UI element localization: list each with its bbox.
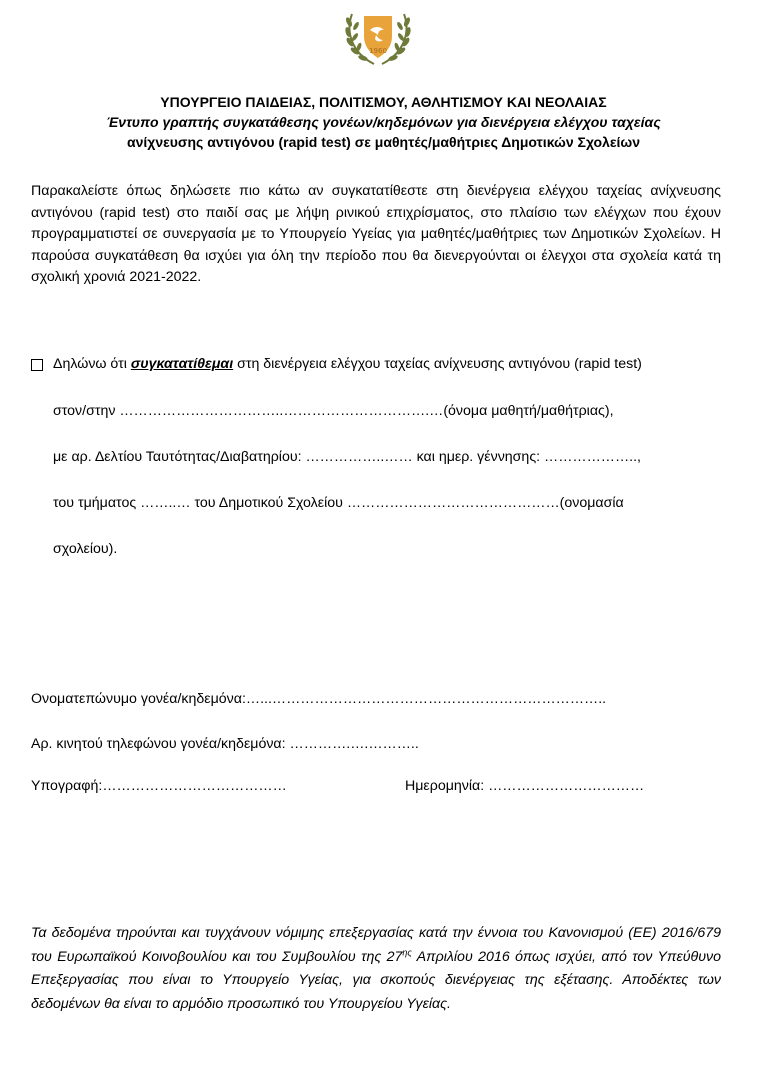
intro-paragraph: Παρακαλείστε όπως δηλώσετε πιο κάτω αν συγκατατίθεστε στη διενέργεια ελέγχου ταχείας ανίχνευσης αντιγόνου (rapid test) στο παιδί σας με λήψη ρινικού επιχρίσματος, στο πλαίσιο των ελέγχων που έχουν προγραμματιστεί σε συνεργασία με το Υπουργείο Υγείας για μαθητές/μαθήτριες των Δημοτικών Σχολείων. Η παρούσα συγκατάθεση θα ισχύει για όλη την περίοδο που θα διενεργούνται οι έλεγχοι στα σχολεία κατά τη σχολική χρονιά 2021-2022.: [31, 183, 721, 285]
id-and-birthdate-field[interactable]: με αρ. Δελτίου Ταυτότητας/Διαβατηρίου: ……………..…… και ημερ. γέννησης: ………………..,: [53, 449, 641, 465]
form-title-line-2: ανίχνευσης αντιγόνου (rapid test) σε μαθητές/μαθήτριες Δημοτικών Σχολείων: [127, 134, 640, 150]
svg-text:1960: 1960: [369, 47, 387, 55]
school-name-continuation: σχολείου).: [53, 541, 118, 557]
consent-prefix: Δηλώνω ότι: [53, 356, 131, 372]
student-name-field[interactable]: στον/στην ……………………………..………………………….…(όνομα μαθητή/μαθήτριας),: [53, 403, 614, 419]
consent-rest: στη διενέργεια ελέγχου ταχείας ανίχνευσης αντιγόνου (rapid test): [233, 356, 642, 372]
signature-field[interactable]: Υπογραφή:…………………………………: [31, 778, 287, 794]
consent-emphasis: συγκατατίθεμαι: [130, 356, 234, 372]
ministry-heading: ΥΠΟΥΡΓΕΙΟ ΠΑΙΔΕΙΑΣ, ΠΟΛΙΤΙΣΜΟΥ, ΑΘΛΗΤΙΣΜΟΥ ΚΑΙ ΝΕΟΛΑΙΑΣ: [160, 94, 607, 110]
data-protection-notice: [31, 922, 721, 1016]
parent-name-field[interactable]: Ονοματεπώνυμο γονέα/κηδεμόνα:…...……………………………………………………………..: [31, 691, 607, 707]
consent-statement: [53, 355, 642, 373]
class-and-school-field[interactable]: του τμήματος ……..… του Δημοτικού Σχολείου ………………………………………(ονομασία: [53, 495, 624, 511]
consent-checkbox[interactable]: [31, 359, 43, 371]
notice-part-1: Τα δεδομένα τηρούνται και τυγχάνουν νόμιμης επεξεργασίας κατά την έννοια του Κανονισμού (ΕΕ) 2016/679 του Ευρωπαϊκού Κοινοβουλίου και του Συμβουλίου της 27: [31, 925, 721, 965]
notice-superscript: ης: [402, 946, 412, 957]
date-field[interactable]: Ημερομηνία: ……………………………: [405, 778, 645, 794]
notice-part-2: Απριλίου 2016 όπως ισχύει, από τον Υπεύθυνο Επεξεργασίας που είναι το Υπουργείο Υγείας, για σκοπούς διενέργειας της εξέτασης. Αποδέκτες των δεδομένων θα είναι το αρμόδιο προσωπικό του Υπουργείου Υγείας.: [31, 948, 721, 1012]
parent-phone-field[interactable]: Αρ. κινητού τηλεφώνου γονέα/κηδεμόνα: ………….….………..: [31, 736, 419, 752]
form-title-line-1: Έντυπο γραπτής συγκατάθεσης γονέων/κηδεμόνων για διενέργεια ελέγχου ταχείας: [106, 114, 661, 130]
cyprus-coat-of-arms-icon: [340, 8, 416, 68]
